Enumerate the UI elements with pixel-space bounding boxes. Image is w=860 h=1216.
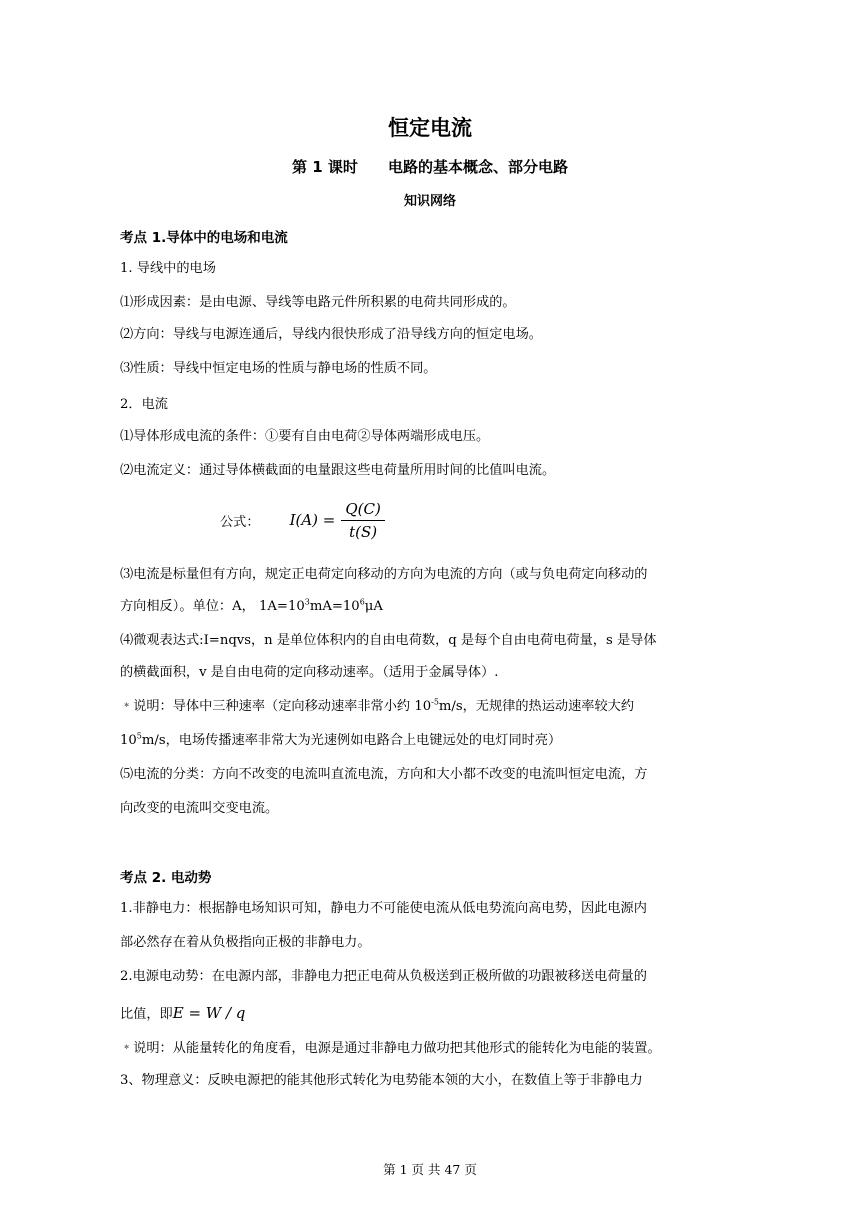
k1-s2-item-4-line1: ⑷微观表达式:I=nqvs，n 是单位体积内的自由电荷数，q 是每个自由电荷电荷量，s 是导体: [120, 633, 657, 648]
formula-denominator: t(S): [349, 522, 378, 541]
k2-p1-line2: 部必然存在着从负极指向正极的非静电力。: [120, 935, 371, 950]
k1-note-line1: ﹡说明：导体中三种速率（定向移动速率非常小约 $10^{-5}m/s$，无规律的热运动速率较大约: [120, 697, 635, 714]
k2-note: ﹡说明：从能量转化的角度看，电源是通过非静电力做功把其他形式的能转化为电能的装置。: [120, 1041, 661, 1056]
k1-s2-item-4-line2: 的横截面积，v 是自由电荷的定向移动速率。（适用于金属导体）.: [120, 665, 499, 680]
k1-s1-item-1: ⑴形成因素：是由电源、导线等电路元件所积累的电荷共同形成的。: [120, 295, 516, 310]
lesson-number: 第 1 课时: [292, 158, 358, 176]
k1-s2-item-3-line2: 方向相反）。单位：A， $1A=10^3mA=10^6\mu A$: [120, 597, 383, 614]
section-label: 知识网络: [403, 194, 456, 209]
k1-s1-title: 1. 导线中的电场: [120, 261, 216, 276]
lesson-subtitle: [0, 156, 860, 177]
k2-p1-line1: 1.非静电力：根据静电场知识可知，静电力不可能使电流从低电势流向高电势，因此电源内: [120, 901, 647, 916]
k1-s2-item-3-line1: ⑶电流是标量但有方向，规定正电荷定向移动的方向为电流的方向（或与负电荷定向移动的: [120, 567, 648, 582]
lesson-topic: 电路的基本概念、部分电路: [387, 158, 568, 176]
formula-label: 公式：: [220, 514, 260, 530]
formula-lhs: I(A) =: [289, 511, 336, 529]
k1-s2-title: 2．电流: [120, 397, 168, 412]
k2-heading: 考点 2. 电动势: [120, 870, 212, 886]
page-title: 恒定电流: [388, 116, 472, 140]
k2-p2-line2: 比值，即E = W / q: [120, 1004, 246, 1022]
formula-numerator: Q(C): [341, 500, 384, 521]
k2-p2-line1: 2.电源电动势：在电源内部，非静电力把正电荷从负极送到正极所做的功跟被移送电荷量的: [120, 969, 647, 984]
k1-s2-item-1: ⑴导体形成电流的条件：①要有自由电荷②导体两端形成电压。: [120, 429, 490, 444]
k1-heading: 考点 1.导体中的电场和电流: [120, 230, 288, 246]
current-formula: [220, 495, 385, 545]
emf-formula: E = W / q: [172, 1004, 246, 1022]
k1-note-line2: $10^5m/s$，电场传播速率非常大为光速例如电路合上电键远处的电灯同时亮）: [120, 731, 562, 748]
k1-s2-item-2: ⑵电流定义：通过导体横截面的电量跟这些电荷量所用时间的比值叫电流。: [120, 463, 556, 478]
k2-p3: 3、物理意义：反映电源把的能其他形式转化为电势能本领的大小，在数值上等于非静电力: [120, 1073, 643, 1088]
k1-s2-item-5-line2: 向改变的电流叫交变电流。: [120, 801, 279, 816]
k1-s2-item-5-line1: ⑸电流的分类：方向不改变的电流叫直流电流，方向和大小都不改变的电流叫恒定电流，方: [120, 767, 648, 782]
page-footer: 第 1 页 共 47 页: [383, 1162, 477, 1177]
k1-s1-item-2: ⑵方向：导线与电源连通后，导线内很快形成了沿导线方向的恒定电场。: [120, 327, 542, 342]
formula-fraction: [341, 500, 384, 541]
k1-s1-item-3: ⑶性质：导线中恒定电场的性质与静电场的性质不同。: [120, 361, 437, 376]
